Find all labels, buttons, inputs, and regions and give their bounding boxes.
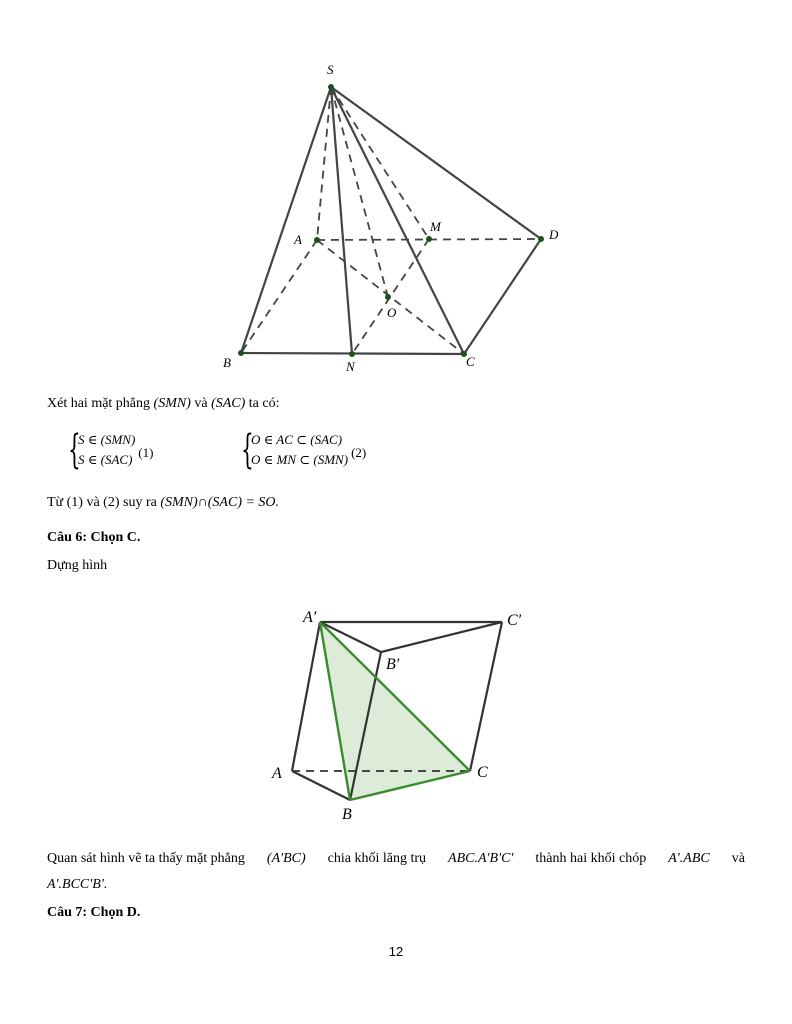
line3-expr: (SMN)∩(SAC) = SO. xyxy=(160,495,280,510)
sys1-row1: S ∈ (SMN) xyxy=(78,432,136,447)
sys1-row2: S ∈ (SAC) xyxy=(78,452,133,467)
text-dung-hinh: Dựng hình xyxy=(47,558,108,573)
obs-mid: chia khối lăng trụ xyxy=(327,851,427,866)
label-S: S xyxy=(327,62,334,77)
point-S xyxy=(328,84,334,90)
edge-SD xyxy=(331,87,541,239)
edge-SM xyxy=(331,87,429,239)
label-A: A xyxy=(294,232,302,247)
obs-prefix: Quan sát hình vẽ ta thấy mặt phẳng xyxy=(47,851,245,866)
text-line-conclusion xyxy=(47,495,279,511)
text-observation-line2: A'.BCC'B'. xyxy=(47,877,108,892)
line1-prefix: Xét hai mặt phẳng xyxy=(47,396,154,411)
point-B xyxy=(238,350,244,356)
page-number: 12 xyxy=(388,944,404,959)
line1-mid: và xyxy=(190,396,212,411)
point-M xyxy=(426,236,432,242)
sys2-row1: O ∈ AC ⊂ (SAC) xyxy=(251,432,343,447)
label-B: B xyxy=(223,355,231,370)
obs-plane: (A'BC) xyxy=(266,851,306,866)
heading-cau-7: Câu 7: Chọn D. xyxy=(47,905,141,920)
edge-SN xyxy=(331,87,352,354)
edge-CC1 xyxy=(470,622,502,771)
edge-AB xyxy=(241,240,317,353)
label-C: C xyxy=(477,764,488,781)
edge-AA1 xyxy=(292,622,320,771)
label-C: C xyxy=(466,354,475,369)
system-2 xyxy=(241,427,367,473)
obs-and: và xyxy=(731,851,745,866)
label-A-prime: A′ xyxy=(303,609,317,626)
heading-cau-6: Câu 6: Chọn C. xyxy=(47,530,141,545)
obs-pyramid-1: A'.ABC xyxy=(668,851,710,866)
line3-prefix: Từ (1) và (2) suy ra xyxy=(47,495,161,510)
edge-SB xyxy=(241,87,331,353)
system-1 xyxy=(68,427,154,473)
edge-AB xyxy=(292,771,350,800)
brace-1: { xyxy=(68,427,81,473)
point-N xyxy=(349,351,355,357)
edge-SC xyxy=(331,87,464,354)
point-D xyxy=(538,236,544,242)
plane-SMN: (SMN) xyxy=(153,396,191,411)
point-O xyxy=(385,294,391,300)
text-line-planes xyxy=(47,396,280,412)
label-O: O xyxy=(387,305,397,320)
edge-CD xyxy=(464,239,541,354)
prism-figure xyxy=(260,600,540,820)
edge-B1C1 xyxy=(381,622,502,652)
line1-suffix: ta có: xyxy=(245,396,280,411)
obs-prism: ABC.A'B'C' xyxy=(448,851,514,866)
label-D: D xyxy=(549,227,559,242)
sys2-row2: O ∈ MN ⊂ (SMN) xyxy=(251,452,349,467)
pyramid-figure xyxy=(200,55,590,375)
sys1-tag: (1) xyxy=(138,445,154,460)
plane-SAC: (SAC) xyxy=(211,396,246,411)
obs-mid2: thành hai khối chóp xyxy=(535,851,647,866)
label-N: N xyxy=(346,359,355,374)
point-A xyxy=(314,237,320,243)
text-observation-line1 xyxy=(47,851,745,867)
label-C-prime: C′ xyxy=(507,612,522,629)
sys2-tag: (2) xyxy=(351,445,367,460)
label-M: M xyxy=(430,219,441,234)
label-B: B xyxy=(342,806,352,823)
label-A: A xyxy=(272,765,282,782)
brace-2: { xyxy=(241,427,254,473)
label-B-prime: B′ xyxy=(386,656,400,673)
